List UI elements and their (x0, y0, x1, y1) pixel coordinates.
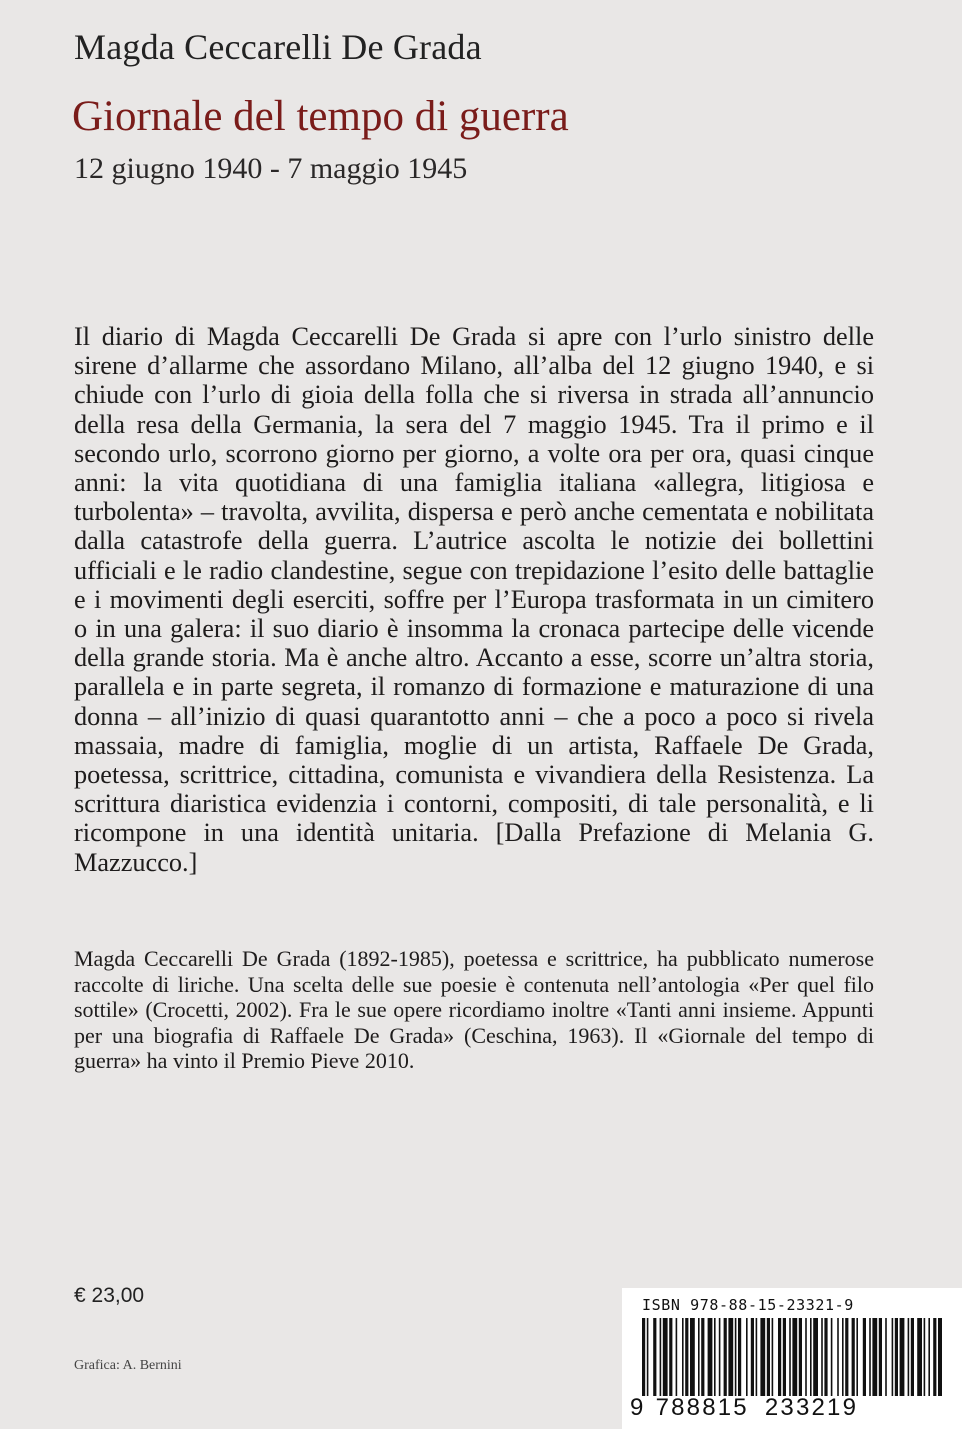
barcode-bar (653, 1318, 656, 1396)
barcode-bar (824, 1318, 827, 1396)
barcode-bar (756, 1318, 758, 1396)
barcode-bar (778, 1318, 781, 1396)
barcode-digits (630, 1394, 858, 1422)
barcode-bar (933, 1318, 936, 1396)
barcode-bar (869, 1318, 871, 1396)
barcode-bar (772, 1318, 774, 1396)
barcode-bar (669, 1318, 672, 1396)
barcode-bar (813, 1318, 818, 1396)
barcode-bar (682, 1318, 684, 1396)
barcode-bar (676, 1318, 678, 1396)
book-description: Il diario di Magda Ceccarelli De Grada si apre con l’urlo sinistro delle sirene d’allarme che assordano Milano, all’alba del 12 giugno 1940, e si chiude con l’urlo di gioia della folla che si riversa in strada all’annuncio della resa della Germania, la sera del 7 maggio 1945. Tra il primo e il secondo urlo, scorrono giorno per giorno, a volte ora per ora, quasi cinque anni: la vita quotidiana di una famiglia italiana «allegra, litigiosa e turbolenta» – travolta, avvilita, dispersa e però anche cementata e nobilitata dalla catastrofe della guerra. L’autrice ascolta le notizie dei bollettini ufficiali e le radio clandestine, segue con trepidazione l’esito delle battaglie e i movimenti degli eserciti, soffre per l’Europa trasformata in un cimitero o in una galera: il suo diario è insomma la cronaca partecipe delle vicende della grande storia. Ma è anche altro. Accanto a esse, scorre un’altra storia, parallela e in parte segreta, il romanzo di formazione e maturazione di una donna – all’inizio di quasi quarantotto anni – che a poco a poco si rivela massaia, madre di famiglia, moglie di un artista, Raffaele De Grada, poetessa, scrittrice, cittadina, comunista e vivandiera della Resistenza. La scrittura diaristica evidenzia i contorni, compositi, di tale personalità, e li ricompone in una identità unitaria. [Dalla Prefazione di Melania G. Mazzucco.] (74, 322, 874, 877)
barcode-bar (714, 1318, 716, 1396)
barcode-icon (642, 1318, 942, 1396)
isbn-label: ISBN 978-88-15-23321-9 (642, 1296, 854, 1314)
barcode-panel (622, 1288, 962, 1429)
barcode-bar (789, 1318, 791, 1396)
barcode-bar (837, 1318, 839, 1396)
barcode-bar (879, 1318, 882, 1396)
barcode-bar (805, 1318, 807, 1396)
barcode-bar (885, 1318, 887, 1396)
barcode-bar (821, 1318, 823, 1396)
barcode-bar (892, 1318, 894, 1396)
barcode-bar (842, 1318, 844, 1396)
barcode-bar (690, 1318, 695, 1396)
barcode-bar (719, 1318, 721, 1396)
barcode-bar (724, 1318, 727, 1396)
barcode-bar (708, 1318, 713, 1396)
barcode-bar (900, 1318, 905, 1396)
barcode-bar (663, 1318, 668, 1396)
barcode-digit-lead: 9 (630, 1394, 646, 1421)
barcode-bar (872, 1318, 877, 1396)
barcode-bar (908, 1318, 910, 1396)
barcode-bar (810, 1318, 812, 1396)
barcode-bar (831, 1318, 833, 1396)
author-name: Magda Ceccarelli De Grada (74, 27, 482, 67)
barcode-bar (701, 1318, 704, 1396)
barcode-bar (647, 1318, 649, 1396)
barcode-bar (728, 1318, 733, 1396)
barcode-bar (863, 1318, 866, 1396)
barcode-bar (783, 1318, 786, 1396)
barcode-bar (735, 1318, 737, 1396)
barcode-bar (660, 1318, 662, 1396)
barcode-digits-right: 233219 (764, 1394, 859, 1421)
barcode-bar (845, 1318, 848, 1396)
barcode-bar (917, 1318, 922, 1396)
barcode-digits-left: 788815 (655, 1394, 749, 1421)
book-title: Giornale del tempo di guerra (72, 93, 569, 140)
barcode-bar (799, 1318, 802, 1396)
barcode-bar (792, 1318, 797, 1396)
graphic-credits: Grafica: A. Bernini (74, 1358, 182, 1373)
price-label: € 23,00 (74, 1284, 145, 1307)
barcode-bar (852, 1318, 855, 1396)
barcode-bar (698, 1318, 700, 1396)
author-bio: Magda Ceccarelli De Grada (1892-1985), poetessa e scrittrice, ha pubblicato numerose raccolte di liriche. Una scelta delle sue poesie è contenuta nell’antologia «Per quel filo sottile» (Crocetti, 2002). Fra le sue opere ricordiamo inoltre «Tanti anni insieme. Appunti per una biografia di Raffaele De Grada» (Ceschina, 1963). Il «Giornale del tempo di guerra» ha vinto il Premio Pieve 2010. (74, 946, 874, 1073)
barcode-bar (642, 1318, 645, 1396)
barcode-bar (746, 1318, 748, 1396)
barcode-bar (760, 1318, 765, 1396)
barcode-bar (738, 1318, 741, 1396)
barcode-bar (767, 1318, 770, 1396)
barcode-bar (751, 1318, 754, 1396)
barcode-bar (938, 1318, 942, 1396)
barcode-bar (928, 1318, 930, 1396)
barcode-bar (911, 1318, 914, 1396)
barcode-bar (924, 1318, 926, 1396)
barcode-bar (856, 1318, 858, 1396)
barcode-bar (685, 1318, 688, 1396)
barcode-bar (895, 1318, 898, 1396)
book-dates: 12 giugno 1940 - 7 maggio 1945 (74, 152, 468, 185)
